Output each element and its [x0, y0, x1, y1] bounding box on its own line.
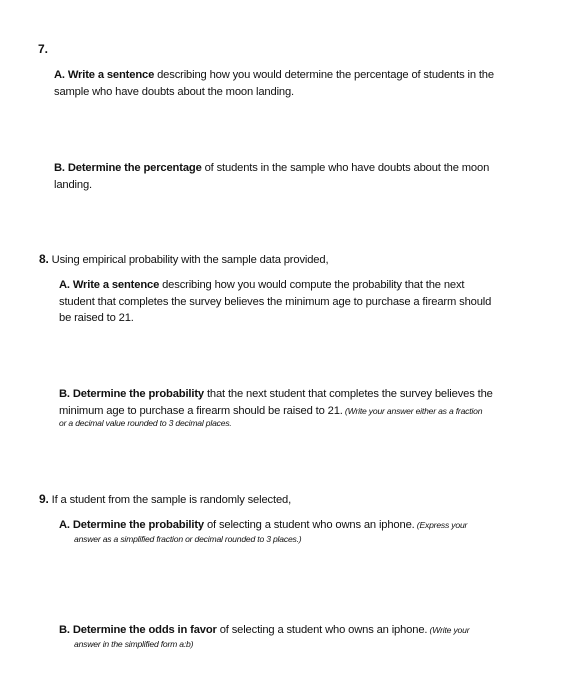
question-7b: [54, 160, 489, 193]
question-8b-note-line-2: or a decimal value rounded to 3 decimal places.: [59, 418, 232, 428]
question-7a: [54, 67, 494, 100]
question-8b-label: B. Determine the probability: [59, 388, 204, 400]
question-9a-line-1: [59, 517, 467, 534]
question-7b-label: B. Determine the percentage: [54, 162, 202, 174]
question-8a-line-3: be raised to 21.: [59, 312, 134, 324]
question-8b-note: (Write your answer either as a fraction: [342, 405, 483, 416]
question-8a-text: describing how you would compute the probability that the next: [159, 279, 465, 291]
question-8b-text-2: minimum age to purchase a firearm should be raised to 21.: [59, 404, 343, 417]
question-7a-line-2: sample who have doubts about the moon landing.: [54, 85, 295, 98]
question-8-intro: [39, 251, 328, 269]
question-9b-note-line-2: answer in the simplified form a:b): [74, 639, 194, 649]
question-8b-text: that the next student that completes the survey believes the: [204, 388, 493, 400]
question-9a-note: (Express your: [414, 520, 468, 530]
question-7b-line-1: [54, 160, 489, 177]
question-7-number: 7.: [38, 42, 49, 56]
question-9a: [59, 517, 467, 534]
question-8b: [59, 386, 493, 429]
question-7a-line-1: [54, 67, 494, 84]
question-9a-label: A. Determine the probability: [59, 519, 204, 531]
question-8b-line-1: [59, 386, 493, 403]
question-9b-label: B. Determine the odds in favor: [59, 624, 217, 636]
question-8a-line-1: [59, 277, 491, 294]
question-9b-line-1: [59, 622, 469, 639]
question-9b-text: of selecting a student who owns an iphone.: [216, 624, 428, 636]
question-7b-text: of students in the sample who have doubts about the moon: [201, 162, 490, 174]
question-8a-label: A. Write a sentence: [59, 279, 160, 291]
question-7b-line-2: landing.: [54, 178, 92, 191]
question-7a-label: A. Write a sentence: [54, 69, 155, 81]
question-8-intro-text: Using empirical probability with the sample data provided,: [48, 254, 329, 266]
question-9-intro: [39, 491, 291, 509]
question-9b-note: (Write your: [427, 625, 470, 635]
question-8a: [59, 277, 491, 327]
question-8a-line-2: student that completes the survey believes the minimum age to purchase a firearm should: [59, 295, 492, 308]
question-9-number: 9.: [39, 492, 49, 506]
question-7a-text: describing how you would determine the percentage of students in the: [154, 69, 494, 81]
question-9a-text: of selecting a student who owns an iphone.: [204, 519, 415, 531]
question-9a-note-line-2: answer as a simplified fraction or decimal rounded to 3 places.): [74, 534, 302, 544]
question-9b: [59, 622, 469, 639]
question-9-intro-text: If a student from the sample is randomly selected,: [48, 494, 292, 506]
question-8-number: 8.: [39, 252, 49, 266]
